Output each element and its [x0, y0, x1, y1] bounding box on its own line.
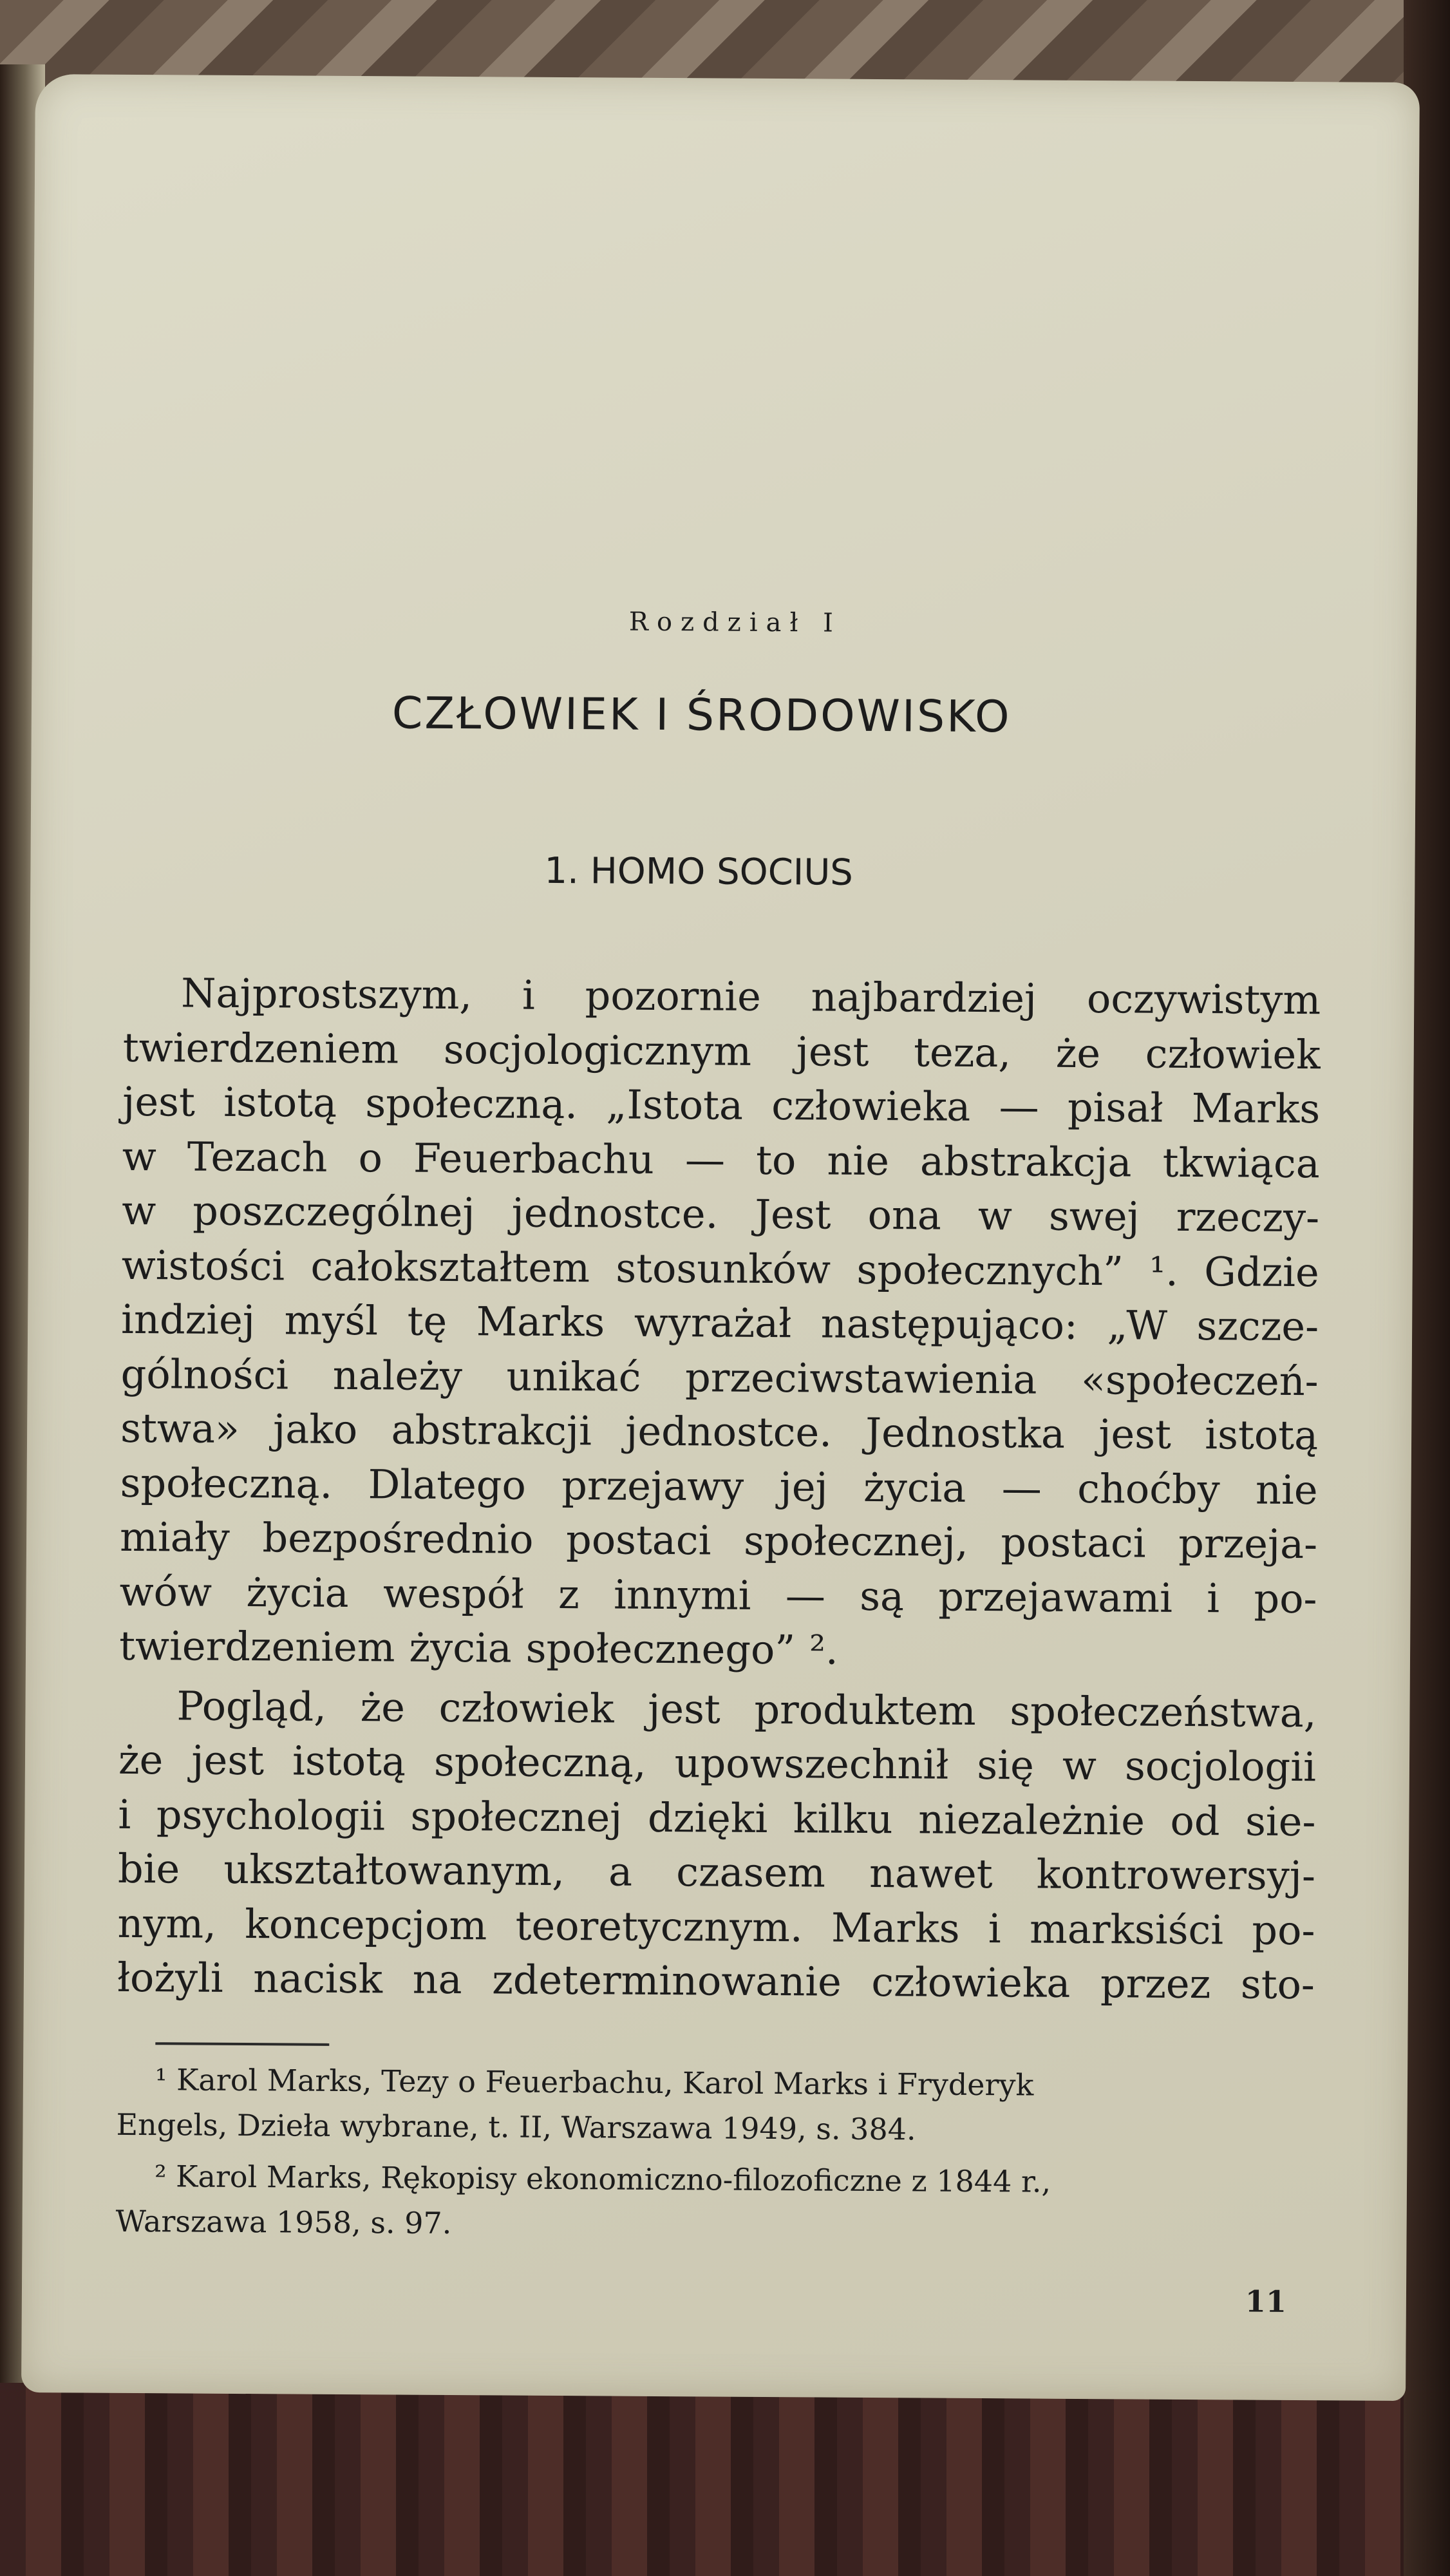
body-line: i psychologii społecznej dzięki kilku niezależnie od sie- [118, 1790, 1316, 1845]
chapter-label: Rozdział I [628, 607, 842, 638]
body-line: indziej myśl tę Marks wyrażał następująco: „W szcze- [120, 1295, 1319, 1350]
footnote-line: Warszawa 1958, s. 97. [115, 2203, 452, 2241]
body-line: że jest istotą społeczną, upowszechnił się w socjologii [118, 1736, 1317, 1791]
body-line: bie ukształtowanym, a czasem nawet kontrowersyj- [117, 1844, 1316, 1900]
body-line: w Tezach o Feuerbachu — to nie abstrakcja tkwiąca [122, 1132, 1320, 1187]
body-line: jest istotą społeczną. „Istota człowieka — pisał Marks [122, 1077, 1321, 1133]
body-line: Pogląd, że człowiek jest produktem społeczeństwa, [176, 1681, 1317, 1736]
background-surface [0, 2383, 1450, 2576]
chapter-title: CZŁOWIEK I ŚRODOWISKO [391, 688, 1012, 743]
page-number: 11 [1245, 2284, 1287, 2319]
footnote-line: ² Karol Marks, Rękopisy ekonomiczno-filozoficzne z 1844 r., [154, 2159, 1051, 2199]
body-line: wistości całokształtem stosunków społecznych” ¹. Gdzie [121, 1241, 1319, 1296]
body-line: miały bezpośrednio postaci społecznej, postaci przeja- [119, 1513, 1318, 1568]
footnote-divider [155, 2042, 329, 2046]
body-line: łożyli nacisk na zdeterminowanie człowieka przez sto- [117, 1953, 1315, 2009]
body-line: stwa» jako abstrakcji jednostce. Jednostka jest istotą [120, 1404, 1319, 1459]
body-line: społeczną. Dlatego przejawy jej życia — choćby nie [120, 1459, 1318, 1513]
body-line: twierdzeniem życia społecznego” ². [118, 1622, 838, 1674]
body-line: w poszczególnej jednostce. Jest ona w swej rzeczy- [122, 1186, 1320, 1242]
book-page [21, 74, 1420, 2401]
footnote-line: Engels, Dzieła wybrane, t. II, Warszawa 1949, s. 384. [116, 2107, 916, 2147]
footnote-line: ¹ Karol Marks, Tezy o Feuerbachu, Karol Marks i Fryderyk [155, 2062, 1034, 2103]
body-line: Najprostszym, i pozornie najbardziej oczywistym [181, 969, 1321, 1024]
body-line: nym, koncepcjom teoretycznym. Marks i marksiści po- [117, 1899, 1315, 1954]
section-title: 1. HOMO SOCIUS [544, 849, 854, 894]
body-line: wów życia wespół z innymi — są przejawami i po- [119, 1567, 1317, 1622]
body-line: gólności należy unikać przeciwstawienia «społeczeń- [120, 1350, 1319, 1405]
body-line: twierdzeniem socjologicznym jest teza, że człowiek [122, 1023, 1321, 1078]
